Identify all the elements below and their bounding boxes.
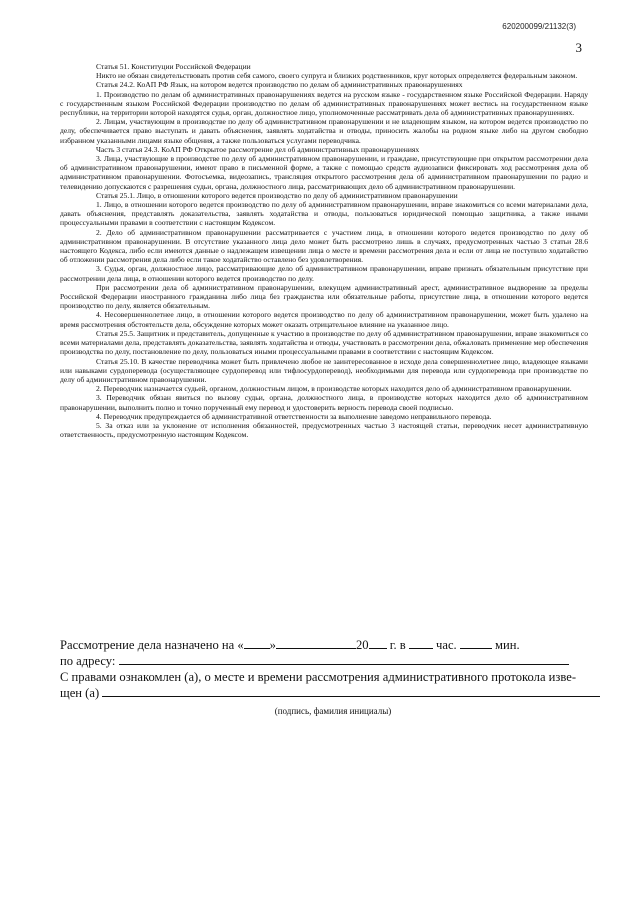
- year-prefix: 20: [355, 638, 369, 652]
- paragraph: 4. Переводчик предупреждается об административной ответственности за выполнение заведомо неправильного перевода.: [96, 411, 492, 421]
- paragraph: 1. Лицо, в отношении которого ведется производство по делу об административном правонарушении, вправе знакомиться со всеми материалами дела, давать объяснения, представлять доказательства, заявлять ходатайства и отводы, пользоваться юридической помощью защитника, а также иными процессуальными правами в соответствии с настоящим Кодексом.: [60, 200, 588, 228]
- paragraph: 3. Судья, орган, должностное лицо, рассматривающие дело об административном правонарушении, вправе признать обязательным присутствие при рассмотрении дела лица, в отношении которого ведется производство по делу.: [60, 264, 588, 283]
- address-blank[interactable]: [119, 653, 569, 665]
- minutes-label: мин.: [495, 638, 520, 652]
- paragraph: 1. Производство по делам об административных правонарушениях ведется на русском языке - государственном языке Российской Федерации. Наряду с государственным языком Российской Федерации производство по делам об административных правонарушениях может вестись на государственном языке республики, на территории которой находятся судья, орган, должностное лицо, уполномоченные рассматривать дела об административных правонарушениях.: [60, 89, 588, 118]
- paragraph: Статья 25.10. В качестве переводчика может быть привлечено любое не заинтересованное в исходе дела совершеннолетнее лицо, владеющее языками или навыками сурдоперевода (осуществляющее сурдоперевод или тифлосурдоперевод), необходимыми для перевода или сурдоперевода при производстве по делу об административном правонарушении.: [60, 356, 588, 384]
- hearing-label: Рассмотрение дела назначено на «: [60, 638, 244, 652]
- document-body: [60, 62, 588, 439]
- paragraph-heading: Статья 25.1. Лицо, в отношении которого ведется производство по делу об административном правонарушении: [96, 190, 458, 200]
- paragraph: 4. Несовершеннолетнее лицо, в отношении которого ведется производство по делу об административном правонарушении, может быть удалено на время рассмотрения обстоятельств дела, обсуждение которых может оказать отрицательное влияние на указанное лицо.: [60, 310, 588, 329]
- form-section: [60, 637, 606, 719]
- paragraph: 2. Переводчик назначается судьей, органом, должностным лицом, в производстве которых находится дело об административном правонарушении.: [96, 384, 572, 394]
- notice-line: С правами ознакомлен (а), о месте и времени рассмотрения административного протокола изве-: [60, 670, 577, 684]
- signature-caption: (подпись, фамилия инициалы): [274, 706, 392, 716]
- paragraph: 2. Лицам, участвующим в производстве по делу об административном правонарушении и не владеющим языком, на котором ведется производство по делу, обеспечивается право выступать и давать объяснения, заявлять ходатайства и отводы, приносить жалобы на родном языке либо на другом свободно избранном указанными лицами языке общения, а также пользоваться услугами переводчика.: [60, 117, 588, 145]
- paragraph: Никто не обязан свидетельствовать против себя самого, своего супруга и близких родственников, круг которых определяется федеральным законом.: [96, 71, 578, 81]
- paragraph: 2. Дело об административном правонарушении рассматривается с участием лица, в отношении которого ведется производство по делу об административном правонарушении. В отсутствие указанного лица дело может быть рассмотрено лишь в случаях, предусмотренных частью 3 статьи 28.6 настоящего Кодекса, либо если имеются данные о надлежащем извещении лица о месте и времени рассмотрения дела и если от лица не поступило ходатайство об отложении рассмотрения дела либо если такое ходатайство оставлено без удовлетворения.: [60, 227, 588, 265]
- paragraph-heading: Часть 3 статья 24.3. КоАП РФ Открытое рассмотрение дел об административных правонарушениях: [96, 144, 420, 154]
- paragraph: 3. Переводчик обязан явиться по вызову судьи, органа, должностного лица, в производстве которых находится дело об административном правонарушении, выполнить полно и точно порученный ему перевод и удостоверить верность перевода своей подписью.: [60, 393, 588, 412]
- notice-line-end: щен (а): [60, 686, 100, 700]
- address-line: [60, 653, 606, 669]
- paragraph: При рассмотрении дела об административном правонарушении, влекущем административный арест, административное выдворение за пределы Российской Федерации иностранного гражданина либо лица без гражданства или обязательные работы, присутствие лица, в отношении которого ведется производство по делу, является обязательным.: [60, 282, 588, 311]
- signature-blank[interactable]: [102, 685, 600, 697]
- day-blank[interactable]: [244, 637, 270, 649]
- hearing-date-line: [60, 637, 606, 653]
- notice-signature-line: [60, 685, 606, 701]
- paragraph: 3. Лица, участвующие в производстве по делу об административном правонарушении, и граждане, присутствующие при открытом рассмотрении дела об административном правонарушении, имеют право в письменной форме, а также с помощью средств аудиозаписи фиксировать ход рассмотрения дела об административном правонарушении. Фотосъемка, видеозапись, трансляция открытого рассмотрения дела об административном правонарушении по радио и телевидению допускаются с разрешения судьи, органа, должностного лица, рассматривающих дело об административном правонарушении.: [60, 154, 588, 191]
- quote-close: »: [269, 638, 276, 652]
- hour-blank[interactable]: [409, 637, 433, 649]
- paragraph-heading: Статья 24.2. КоАП РФ Язык, на котором ведется производство по делам об административных правонарушениях: [96, 80, 463, 90]
- year-suffix-label: г. в: [389, 638, 406, 652]
- year-blank[interactable]: [369, 637, 387, 649]
- minute-blank[interactable]: [460, 637, 492, 649]
- page-number: 3: [575, 40, 582, 55]
- month-blank[interactable]: [276, 637, 356, 649]
- hours-label: час.: [436, 638, 457, 652]
- address-label: по адресу:: [60, 654, 116, 668]
- paragraph-heading: Статья 51. Конституции Российской Федерации: [96, 62, 251, 71]
- document-id: 620200099/21132(3): [502, 22, 576, 31]
- paragraph: Статья 25.5. Защитник и представитель, допущенные к участию в производстве по делу об административном правонарушении, вправе знакомиться со всеми материалами дела, представлять доказательства, заявлять ходатайства и отводы, участвовать в рассмотрении дела, обжаловать применение мер обеспечения производства по делу, постановление по делу, пользоваться иными процессуальными правами в соответствии с настоящим Кодексом.: [60, 328, 588, 357]
- paragraph: 5. За отказ или за уклонение от исполнения обязанностей, предусмотренных частью 3 настоящей статьи, переводчик несет административную ответственность, предусмотренную настоящим Кодексом.: [60, 420, 588, 440]
